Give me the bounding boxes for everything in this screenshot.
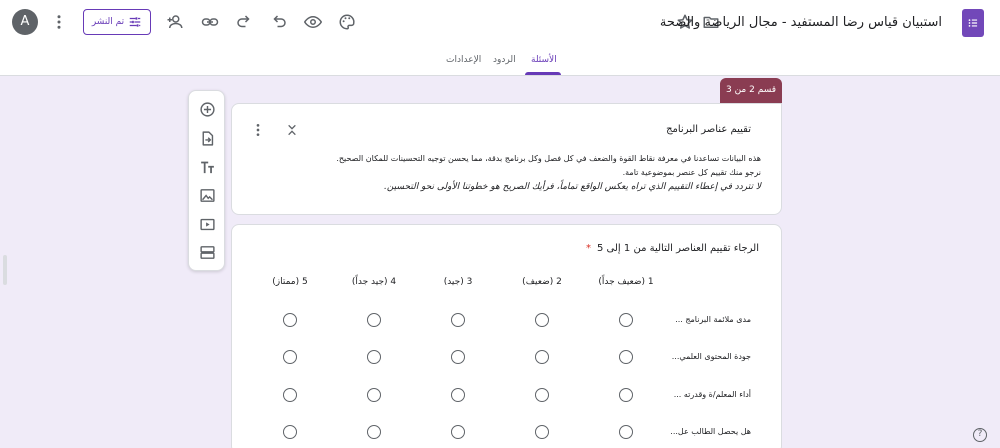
publish-label: تم النشر <box>91 17 125 27</box>
section-description[interactable] <box>321 152 761 194</box>
forms-icon[interactable] <box>962 9 984 37</box>
description-line: لا تتردد في إعطاء التقييم الذي تراه يعكس الواقع تماماً، فرأيك الصريح هو خطوتنا الأولى نحو التحسين. <box>383 182 761 192</box>
top-header <box>0 0 1000 76</box>
add-title-icon[interactable] <box>197 157 217 177</box>
grid-radio[interactable] <box>535 388 549 402</box>
palette-icon[interactable] <box>335 10 359 34</box>
grid-radio[interactable] <box>535 425 549 439</box>
grid-column-header: 5 (ممتاز) <box>272 277 308 287</box>
side-scroll-handle[interactable] <box>3 255 7 285</box>
undo-icon[interactable] <box>267 10 291 34</box>
add-section-icon[interactable] <box>197 242 217 262</box>
account-avatar[interactable]: A <box>12 9 38 35</box>
grid-radio[interactable] <box>367 350 381 364</box>
grid-radio[interactable] <box>451 425 465 439</box>
form-tabs <box>0 50 1000 76</box>
grid-radio[interactable] <box>535 350 549 364</box>
grid-radio[interactable] <box>367 313 381 327</box>
section-header-card[interactable] <box>231 103 782 215</box>
grid-radio[interactable] <box>283 425 297 439</box>
add-video-icon[interactable] <box>197 214 217 234</box>
description-line: نرجو منك تقييم كل عنصر بموضوعية تامة. <box>622 168 761 177</box>
collapse-icon[interactable] <box>284 122 300 138</box>
question-title[interactable] <box>586 243 759 254</box>
grid-radio[interactable] <box>619 388 633 402</box>
add-person-icon[interactable] <box>163 10 187 34</box>
preview-eye-icon[interactable] <box>301 10 325 34</box>
tune-icon <box>128 15 142 29</box>
active-tab-indicator <box>525 72 561 75</box>
more-vert-icon[interactable] <box>47 10 71 34</box>
floating-toolbar <box>188 90 225 271</box>
grid-column-header: 1 (ضعيف جداً) <box>598 277 654 287</box>
grid-radio[interactable] <box>619 313 633 327</box>
grid-column-header: 4 (جيد جداً) <box>351 277 397 287</box>
grid-column-header: 3 (جيد) <box>443 277 473 287</box>
grid-row-label: مدى ملائمة البرنامج ... <box>675 315 751 324</box>
document-title[interactable]: استبيان قياس رضا المستفيد - مجال الرياضة والصحة <box>659 15 942 30</box>
grid-radio[interactable] <box>283 313 297 327</box>
grid-radio[interactable] <box>535 313 549 327</box>
tab-settings[interactable]: الإعدادات <box>446 55 482 65</box>
grid-radio[interactable] <box>367 388 381 402</box>
add-image-icon[interactable] <box>197 185 217 205</box>
import-questions-icon[interactable] <box>197 128 217 148</box>
grid-column-header: 2 (ضعيف) <box>522 277 562 287</box>
grid-row-label: أداء المعلم/ة وقدرته ... <box>673 390 751 399</box>
grid-question-card[interactable] <box>231 224 782 448</box>
grid-radio[interactable] <box>619 425 633 439</box>
grid-row-label: جودة المحتوى العلمي... <box>671 352 751 361</box>
grid-radio[interactable] <box>451 388 465 402</box>
section-title[interactable]: تقييم عناصر البرنامج <box>666 124 751 135</box>
add-question-icon[interactable] <box>197 99 217 119</box>
required-mark: * <box>586 243 591 254</box>
help-icon[interactable]: ? <box>973 428 987 442</box>
grid-radio[interactable] <box>451 313 465 327</box>
section-indicator: قسم 2 من 3 <box>720 78 782 103</box>
grid-radio[interactable] <box>451 350 465 364</box>
more-vert-icon[interactable] <box>250 122 266 138</box>
question-text: الرجاء تقييم العناصر التالية من 1 إلى 5 <box>597 243 759 254</box>
tab-questions[interactable]: الأسئلة <box>531 55 557 65</box>
grid-radio[interactable] <box>367 425 381 439</box>
redo-icon[interactable] <box>232 10 256 34</box>
grid-row-label: هل يحصل الطالب عل... <box>670 427 751 436</box>
grid-radio[interactable] <box>283 350 297 364</box>
tab-responses[interactable]: الردود <box>493 55 516 65</box>
grid-radio[interactable] <box>283 388 297 402</box>
description-line: هذه البيانات تساعدنا في معرفة نقاط القوة والضعف في كل فصل وكل برنامج بدقة، مما يحسن توجيه التحسينات للمكان الصحيح. <box>336 154 761 163</box>
grid-radio[interactable] <box>619 350 633 364</box>
link-icon[interactable] <box>198 10 222 34</box>
header-toolbar <box>0 8 1000 38</box>
published-button[interactable] <box>83 9 151 35</box>
